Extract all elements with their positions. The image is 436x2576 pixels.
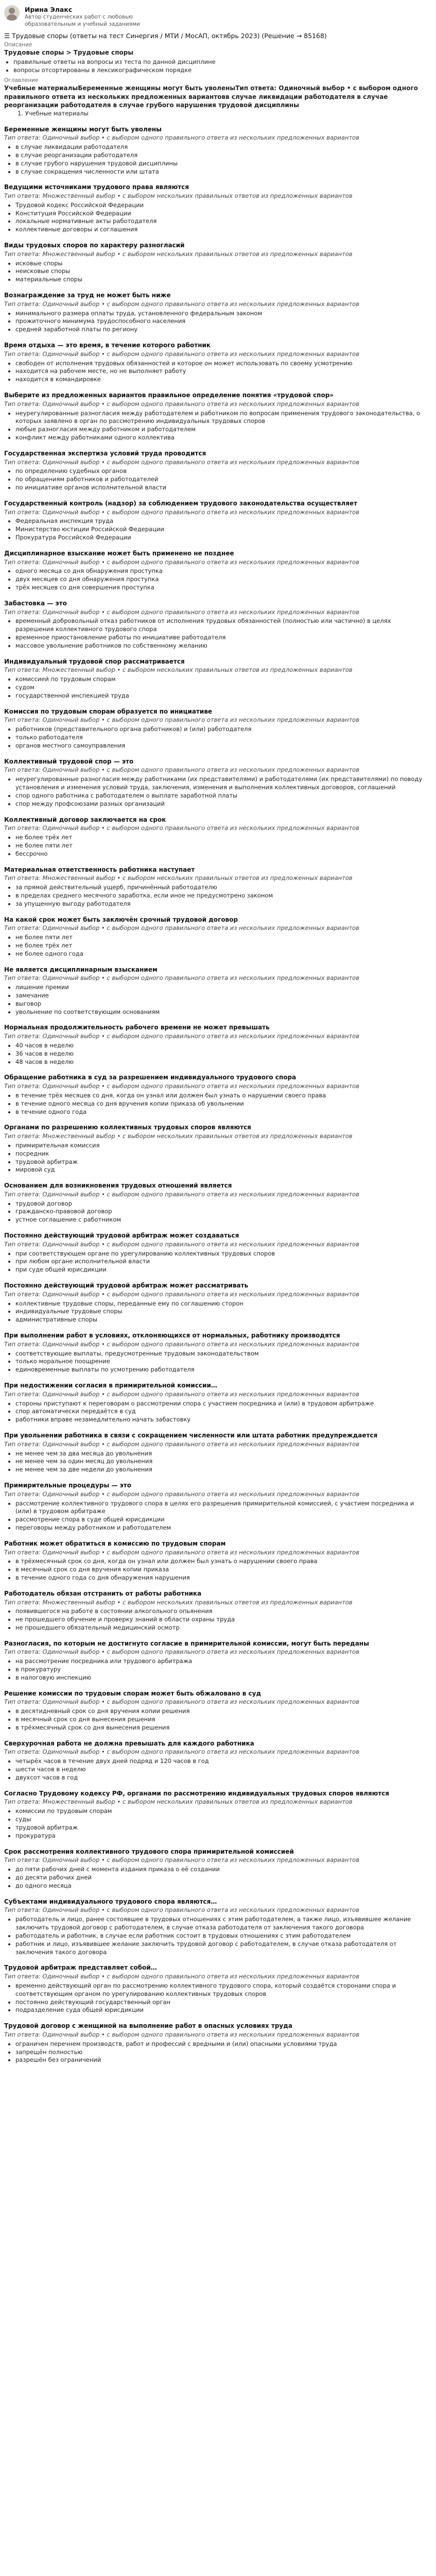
question-title: Индивидуальный трудовой спор рассматривается <box>4 657 185 665</box>
question-block <box>4 1231 430 1274</box>
question-options <box>4 360 430 384</box>
question-options <box>4 567 430 592</box>
question-answer-type: Тип ответа: Одиночный выбор • с выбором одного правильного ответа из нескольких предложенных вариантов <box>4 1906 359 1914</box>
question-title: Материальная ответственность работника наступает <box>4 866 195 873</box>
question-options <box>4 675 430 700</box>
question-answer-type: Тип ответа: Одиночный выбор • с выбором одного правильного ответа из нескольких предложенных вариантов <box>4 300 359 308</box>
answer-option: • при суде общей юрисдикции <box>15 1266 430 1274</box>
answer-option: • двух месяцев со дня обнаружения проступка <box>15 575 430 584</box>
question-options <box>4 1557 430 1582</box>
question-title: Решение комиссии по трудовым спорам может быть обжаловано в суд <box>4 1689 261 1697</box>
answer-option: • в случае реорганизации работодателя <box>15 151 430 160</box>
question-answer-type: Тип ответа: Одиночный выбор • с выбором одного правильного ответа из нескольких предложенных вариантов <box>4 924 359 932</box>
question-block <box>4 1431 430 1474</box>
answer-option: • массовое увольнение работников по собственному желанию <box>15 642 430 650</box>
answer-option: • двухсот часов в год <box>15 1774 430 1782</box>
question-answer-type: Тип ответа: Одиночный выбор • с выбором одного правильного ответа из нескольких предложенных вариантов <box>4 766 359 774</box>
answer-option: • только работодателя <box>15 734 430 742</box>
answer-option: • бессрочно <box>15 850 430 858</box>
question-title: Комиссия по трудовым спорам образуется по инициативе <box>4 707 213 715</box>
question-answer-type: Тип ответа: Одиночный выбор • с выбором одного правильного ответа из нескольких предложенных вариантов <box>4 1240 359 1248</box>
question-title: Согласно Трудовому кодексу РФ, органами по рассмотрению индивидуальных трудовых споров являются <box>4 1789 390 1797</box>
question-answer-type: Тип ответа: Множественный выбор • с выбором нескольких правильных ответов из предложенных вариантов <box>4 874 353 882</box>
answer-option: • в случае сокращения численности или штата <box>15 168 430 176</box>
answer-option: • временный добровольный отказ работников от исполнения трудовых обязанностей (полностью или частично) в целях разрешения коллективного трудового спора <box>15 617 430 634</box>
answer-option: • посредник <box>15 1150 430 1158</box>
question-block <box>4 341 430 384</box>
answer-option: • при соответствующем органе по урегулированию коллективных трудовых споров <box>15 1250 430 1258</box>
answer-option: • 48 часов в неделю <box>15 1058 430 1066</box>
question-answer-type: Тип ответа: Одиночный выбор • с выбором одного правильного ответа из нескольких предложенных вариантов <box>4 1082 359 1090</box>
answer-option: • разрешён без ограничений <box>15 2056 430 2064</box>
answer-option: • только моральное поощрение <box>15 1358 430 1366</box>
question-options <box>4 617 430 650</box>
question-block <box>4 1848 430 1890</box>
question-title: Обращение работника в суд за разрешением индивидуального трудового спора <box>4 1074 297 1081</box>
question-title: Постоянно действующий трудовой арбитраж может создаваться <box>4 1232 239 1240</box>
question-block <box>4 1589 430 1632</box>
question-block <box>4 757 430 808</box>
answer-option: • исковые споры <box>15 260 430 268</box>
question-answer-type: Тип ответа: Одиночный выбор • с выбором одного правильного ответа из нескольких предложенных вариантов <box>4 974 359 982</box>
question-options <box>4 1500 430 1532</box>
question-answer-type: Тип ответа: Множественный выбор • с выбором нескольких правильных ответов из предложенных вариантов <box>4 1132 353 1140</box>
description-label: Описание <box>4 41 32 48</box>
answer-option: • в течение трёх месяцев со дня, когда он узнал или должен был узнать о нарушении своего права <box>15 1092 430 1100</box>
answer-option: • в налоговую инспекцию <box>15 1674 430 1682</box>
question-block <box>4 866 430 908</box>
answer-option: • не прошедшего обучение и проверку знаний в области охраны труда <box>15 1616 430 1624</box>
author-description: Автор студенческих работ с любовью образовательным и учебный заданиями <box>25 14 140 27</box>
question-title: Примирительные процедуры — это <box>4 1482 131 1489</box>
question-answer-type: Тип ответа: Одиночный выбор • с выбором одного правильного ответа из нескольких предложенных вариантов <box>4 608 359 616</box>
answer-option: • локальные нормативные акты работодателя <box>15 217 430 226</box>
question-block <box>4 916 430 958</box>
question-block <box>4 241 430 284</box>
answer-option: • не более трёх лет <box>15 942 430 950</box>
question-block <box>4 1963 430 2014</box>
answer-option: • замечание <box>15 992 430 1000</box>
answer-option: • гражданско-правовой договор <box>15 1208 430 1216</box>
author-info <box>25 5 159 28</box>
question-options <box>4 1092 430 1116</box>
answer-option: • работники вправе незамедлительно начать забастовку <box>15 1416 430 1424</box>
answer-option: • спор одного работника с работодателем о выплате заработной платы <box>15 792 430 800</box>
answer-option: • подразделение суда общей юрисдикции <box>15 2006 430 2014</box>
question-block <box>4 1073 430 1116</box>
answer-option: • на рассмотрение посредника или трудового арбитража <box>15 1657 430 1666</box>
answer-option: • прокуратура <box>15 1832 430 1840</box>
answer-option: • переговоры между работником и работодателем <box>15 1524 430 1532</box>
answer-option: • временно действующий орган по рассмотрению коллективного трудового спора, который создаётся сторонами спора и соответствующим органом по урегулированию коллективных трудовых споров <box>15 1982 430 1998</box>
question-block <box>4 1331 430 1374</box>
author-avatar[interactable] <box>4 5 20 21</box>
answer-option: • 36 часов в неделю <box>15 1050 430 1058</box>
question-options <box>4 1350 430 1375</box>
question-block <box>4 1123 430 1174</box>
answer-option: • не менее чем за две недели до увольнения <box>15 1466 430 1474</box>
question-block <box>4 2022 430 2064</box>
question-answer-type: Тип ответа: Одиночный выбор • с выбором одного правильного ответа из нескольких предложенных вариантов <box>4 1548 359 1556</box>
question-block <box>4 816 430 858</box>
answer-option: • за прямой действительный ущерб, причинённый работодателю <box>15 884 430 892</box>
question-answer-type: Тип ответа: Одиночный выбор • с выбором одного правильного ответа из нескольких предложенных вариантов <box>4 1340 359 1348</box>
answer-option: • не прошедшего обязательный медицинский осмотр <box>15 1624 430 1632</box>
answer-option: • до одного месяца <box>15 1882 430 1890</box>
question-options <box>4 984 430 1016</box>
question-options <box>4 310 430 334</box>
answer-option: • Федеральная инспекция труда <box>15 517 430 526</box>
question-block <box>4 1897 430 1957</box>
answer-option: • в случае ликвидации работодателя <box>15 143 430 151</box>
answer-option: • минимального размера оплаты труда, установленного федеральным законом <box>15 310 430 318</box>
answer-option: • в течение одного года со дня обнаружения нарушения <box>15 1574 430 1582</box>
question-answer-type: Тип ответа: Одиночный выбор • с выбором одного правильного ответа из нескольких предложенных вариантов <box>4 1032 359 1040</box>
answer-option: • лишение премии <box>15 984 430 992</box>
author-block <box>4 5 430 28</box>
question-title: Субъектами индивидуального трудового спора являются… <box>4 1897 217 1905</box>
description-item: • правильные ответы на вопросы из теста по данной дисциплине <box>13 58 430 66</box>
answer-option: • рассмотрение спора в суде общей юрисдикции <box>15 1516 430 1524</box>
question-answer-type: Тип ответа: Одиночный выбор • с выбором одного правильного ответа из нескольких предложенных вариантов <box>4 716 359 724</box>
answer-option: • не более пяти лет <box>15 842 430 850</box>
answer-option: • четырёх часов в течение двух дней подряд и 120 часов в год <box>15 1757 430 1766</box>
answer-option: • конфликт между работниками одного коллектива <box>15 434 430 442</box>
question-block <box>4 1739 430 1782</box>
question-block <box>4 1639 430 1682</box>
question-block <box>4 1789 430 1840</box>
answer-option: • устное соглашение с работником <box>15 1216 430 1224</box>
question-title: При выполнении работ в условиях, отклоняющихся от нормальных, работнику производятся <box>4 1332 340 1340</box>
question-block <box>4 707 430 750</box>
question-block <box>4 183 430 234</box>
answer-option: • государственной инспекцией труда <box>15 692 430 700</box>
question-answer-type: Тип ответа: Одиночный выбор • с выбором одного правильного ответа из нескольких предложенных вариантов <box>4 1748 359 1756</box>
question-options <box>4 1707 430 1732</box>
question-block <box>4 499 430 542</box>
question-options <box>4 1982 430 2014</box>
question-options <box>4 1607 430 1632</box>
answer-option: • Прокуратура Российской Федерации <box>15 534 430 542</box>
question-options <box>4 1300 430 1325</box>
question-answer-type: Тип ответа: Множественный выбор • с выбором нескольких правильных ответов из предложенных вариантов <box>4 192 353 199</box>
answer-option: • спор между профсоюзами разных организаций <box>15 800 430 808</box>
question-options <box>4 260 430 284</box>
answer-option: • до пяти рабочих дней с момента издания приказа о её создании <box>15 1866 430 1874</box>
answer-option: • неурегулированные разногласия между работодателем и работником по вопросам применения трудового законодательства, о которых заявлено в орган по рассмотрению индивидуальных трудовых споров <box>15 410 430 426</box>
answer-option: • неисковые споры <box>15 267 430 276</box>
answer-option: • работников (представительного органа работников) и (или) работодателя <box>15 725 430 734</box>
answer-option: • появившегося на работе в состоянии алкогольного опьянения <box>15 1607 430 1616</box>
questions-list <box>4 125 430 2065</box>
question-block <box>4 1481 430 1532</box>
question-title: Разногласия, по которым не достигнуто согласие в примирительной комиссии, могут быть переданы <box>4 1639 369 1647</box>
answer-option: • запрещён полностью <box>15 2048 430 2057</box>
question-options <box>4 834 430 858</box>
question-title: Не является дисциплинарным взысканием <box>4 965 158 973</box>
question-title: Ведущими источниками трудового права являются <box>4 183 189 191</box>
answer-option: • материальные споры <box>15 276 430 284</box>
answer-option: • Министерство юстиции Российской Федерации <box>15 526 430 534</box>
answer-option: • находится на рабочем месте, но не выполняет работу <box>15 367 430 376</box>
answer-option: • мировой суд <box>15 1166 430 1174</box>
answer-option: • трудовой арбитраж <box>15 1158 430 1166</box>
answer-option: • единовременные выплаты по усмотрению работодателя <box>15 1366 430 1374</box>
question-title: Забастовка — это <box>4 599 67 607</box>
answer-option: • по определению судебных органов <box>15 467 430 476</box>
answer-option: • трудовой арбитраж <box>15 1824 430 1832</box>
answer-option: • временное приостановление работы по инициативе работодателя <box>15 634 430 642</box>
answer-option: • стороны приступают к переговорам о рассмотрении спора с участием посредника и (или) в трудовом арбитраже <box>15 1400 430 1408</box>
answer-option: • работодатель и работник, в случае если работник состоит в трудовых отношениях с этим работодателем <box>15 1932 430 1940</box>
author-name[interactable]: Ирина Элакс <box>25 6 73 13</box>
question-answer-type: Тип ответа: Одиночный выбор • с выбором одного правильного ответа из нескольких предложенных вариантов <box>4 1290 359 1298</box>
question-options <box>4 775 430 808</box>
question-options <box>4 143 430 176</box>
answer-option: • соответствующие выплаты, предусмотренные трудовым законодательством <box>15 1350 430 1358</box>
question-answer-type: Тип ответа: Одиночный выбор • с выбором одного правильного ответа из нескольких предложенных вариантов <box>4 1390 359 1398</box>
question-title: Государственный контроль (надзор) за соблюдением трудового законодательства осуществляет <box>4 499 358 507</box>
question-answer-type: Тип ответа: Одиночный выбор • с выбором одного правильного ответа из нескольких предложенных вариантов <box>4 400 359 408</box>
question-title: Работодатель обязан отстранить от работы работника <box>4 1589 202 1597</box>
question-block <box>4 291 430 334</box>
answer-option: • в случае грубого нарушения трудовой дисциплины <box>15 160 430 168</box>
answer-option: • постоянно действующий государственный орган <box>15 1998 430 2007</box>
question-options <box>4 1250 430 1275</box>
question-answer-type: Тип ответа: Одиночный выбор • с выбором одного правильного ответа из нескольких предложенных вариантов <box>4 350 359 358</box>
toc-item[interactable]: 1. Учебные материалы <box>18 109 89 117</box>
answer-option: • работодатель и лицо, ранее состоявшее в трудовых отношениях с этим работодателем, а также лицо, изъявившее желание заключить трудовой договор с работодателем, в случае отказа работодателя от заключения такого договора <box>15 1916 430 1932</box>
answer-option: • в трёхмесячный срок со дня вынесения решения <box>15 1724 430 1732</box>
question-title: Срок рассмотрения коллективного трудового спора примирительной комиссией <box>4 1848 294 1855</box>
answer-option: • Трудовой кодекс Российской Федерации <box>15 201 430 210</box>
answer-option: • органов местного самоуправления <box>15 742 430 750</box>
toc-list <box>4 110 430 118</box>
question-answer-type: Тип ответа: Одиночный выбор • с выбором одного правильного ответа из нескольких предложенных вариантов <box>4 2030 359 2038</box>
question-block <box>4 1281 430 1324</box>
question-title: Вознаграждение за труд не может быть ниже <box>4 292 171 299</box>
answer-option: • за упущенную выгоду работодателя <box>15 900 430 908</box>
answer-option: • судом <box>15 684 430 692</box>
question-title: При увольнении работника в связи с сокращением численности или штата работник предупреждается <box>4 1432 378 1439</box>
description-item: • вопросы отсортированы в лексикографическом порядке <box>13 66 430 75</box>
question-title: Время отдыха — это время, в течение которого работник <box>4 342 211 349</box>
question-block <box>4 1539 430 1582</box>
question-block <box>4 1689 430 1732</box>
answer-option: • ограничен перечнем производств, работ и профессий с вредными и (или) опасными условиями труда <box>15 2040 430 2048</box>
answer-option: • прожиточного минимума трудоспособного населения <box>15 317 430 326</box>
answer-option: • не более трёх лет <box>15 834 430 842</box>
question-title: Нормальная продолжительность рабочего времени не может превышать <box>4 1024 270 1031</box>
question-answer-type: Тип ответа: Одиночный выбор • с выбором одного правильного ответа из нескольких предложенных вариантов <box>4 508 359 516</box>
answer-option: • в пределах среднего месячного заработка, если иное не предусмотрено законом <box>15 892 430 900</box>
question-answer-type: Тип ответа: Множественный выбор • с выбором нескольких правильных ответов из предложенных вариантов <box>4 1798 353 1806</box>
question-options <box>4 1657 430 1682</box>
answer-option: • в десятидневный срок со дня вручения копии решения <box>15 1707 430 1716</box>
description-title: Трудовые споры > Трудовые споры <box>4 49 134 57</box>
question-block <box>4 549 430 592</box>
question-options <box>4 1042 430 1066</box>
answer-option: • не менее чем за два месяца до увольнения <box>15 1450 430 1458</box>
answer-option: • спор автоматически передаётся в суд <box>15 1408 430 1416</box>
question-answer-type: Тип ответа: Множественный выбор • с выбором нескольких правильных ответов из предложенных вариантов <box>4 666 353 674</box>
question-options <box>4 884 430 908</box>
question-block <box>4 391 430 442</box>
answer-option: • коллективные договоры и соглашения <box>15 226 430 234</box>
question-answer-type: Тип ответа: Одиночный выбор • с выбором одного правильного ответа из нескольких предложенных вариантов <box>4 1698 359 1706</box>
question-options <box>4 467 430 492</box>
toc-heading: Учебные материалыБеременные женщины могут быть уволеныТип ответа: Одиночный выбор • с выбором одного правильного ответа из нескольких предложенных вариантовв случае ликвидации работодателя в случае реорганизации работодателя в случае грубого нарушения трудовой дисциплины <box>4 84 418 109</box>
answer-option: • работник и лицо, изъявившее желание заключить трудовой договор с работодателем, в случае отказа работодателя от заключения такого договора <box>15 1940 430 1957</box>
answer-option: • неурегулированные разногласия между работниками (их представителями) и работодателями (их представителями) по поводу установления и изменения условий труда, заключения, изменения и выполнения коллективных договоров, соглашений <box>15 775 430 792</box>
answer-option: • рассмотрение коллективного трудового спора в целях его разрешения примирительной комиссией, с участием посредника и (или) в трудовом арбитраже <box>15 1500 430 1516</box>
answer-option: • средней заработной платы по региону <box>15 326 430 334</box>
question-answer-type: Тип ответа: Одиночный выбор • с выбором одного правильного ответа из нескольких предложенных вариантов <box>4 558 359 566</box>
answer-option: • суды <box>15 1816 430 1824</box>
question-answer-type: Тип ответа: Одиночный выбор • с выбором одного правильного ответа из нескольких предложенных вариантов <box>4 458 359 466</box>
question-title: Выберите из предложенных вариантов правильное определение понятия «трудовой спор» <box>4 392 334 399</box>
answer-option: • в течение одного месяца со дня вручения копии приказа об увольнении <box>15 1100 430 1108</box>
question-title: При недостижении согласия в примирительной комиссии… <box>4 1382 217 1389</box>
question-answer-type: Тип ответа: Множественный выбор • с выбором нескольких правильных ответов из предложенных вариантов <box>4 250 353 258</box>
question-options <box>4 410 430 442</box>
answer-option: • находится в командировке <box>15 376 430 384</box>
answer-option: • Конституция Российской Федерации <box>15 210 430 218</box>
answer-option: • коллективные трудовые споры, переданные ему по соглашению сторон <box>15 1300 430 1308</box>
question-block <box>4 1181 430 1224</box>
question-answer-type: Тип ответа: Одиночный выбор • с выбором одного правильного ответа из нескольких предложенных вариантов <box>4 824 359 832</box>
question-title: Постоянно действующий трудовой арбитраж может рассматривать <box>4 1282 249 1290</box>
question-title: Основанием для возникновения трудовых отношений является <box>4 1182 232 1190</box>
question-options <box>4 1450 430 1475</box>
question-title: Коллективный трудовой спор — это <box>4 757 134 765</box>
question-title: Трудовой арбитраж представляет собой… <box>4 1964 157 1972</box>
answer-option: • в прокуратуру <box>15 1666 430 1674</box>
question-answer-type: Тип ответа: Одиночный выбор • с выбором одного правильного ответа из нескольких предложенных вариантов <box>4 1648 359 1656</box>
question-options <box>4 1866 430 1890</box>
answer-option: • не менее чем за один месяц до увольнения <box>15 1458 430 1466</box>
answer-option: • не более пяти лет <box>15 934 430 942</box>
answer-option: • в месячный срок со дня вручения копии приказа <box>15 1566 430 1574</box>
question-options <box>4 2040 430 2065</box>
description-list <box>4 58 430 75</box>
question-title: Беременные женщины могут быть уволены <box>4 125 162 133</box>
answer-option: • комиссией по трудовым спорам <box>15 675 430 684</box>
answer-option: • любые разногласия между работником и работодателем <box>15 426 430 434</box>
question-title: Коллективный договор заключается на срок <box>4 816 166 823</box>
answer-option: • в течение одного года <box>15 1108 430 1116</box>
question-options <box>4 1400 430 1425</box>
question-title: Виды трудовых споров по характеру разногласий <box>4 242 185 249</box>
question-title: Трудовой договор с женщиной на выполнение работ в опасных условиях труда <box>4 2022 293 2030</box>
question-block <box>4 449 430 492</box>
document-title: ☰ Трудовые споры (ответы на тест Синергия / МТИ / МосАП, октябрь 2023) (Решение → 85168) <box>4 31 327 40</box>
question-options <box>4 1142 430 1174</box>
answer-option: • выговор <box>15 1000 430 1008</box>
answer-option: • трудовой договор <box>15 1200 430 1208</box>
question-block <box>4 1023 430 1066</box>
question-title: На какой срок может быть заключён срочный трудовой договор <box>4 916 238 923</box>
question-options <box>4 517 430 542</box>
question-options <box>4 1916 430 1956</box>
answer-option: • по обращениям работников и работодателей <box>15 476 430 484</box>
question-block <box>4 657 430 700</box>
answer-option: • не более одного года <box>15 950 430 958</box>
question-answer-type: Тип ответа: Одиночный выбор • с выбором одного правильного ответа из нескольких предложенных вариантов <box>4 134 359 142</box>
question-options <box>4 1757 430 1782</box>
answer-option: • индивидуальные трудовые споры <box>15 1308 430 1316</box>
question-block <box>4 965 430 1016</box>
question-options <box>4 201 430 234</box>
answer-option: • комиссии по трудовым спорам <box>15 1807 430 1816</box>
answer-option: • шести часов в неделю <box>15 1766 430 1774</box>
question-answer-type: Тип ответа: Одиночный выбор • с выбором одного правильного ответа из нескольких предложенных вариантов <box>4 1972 359 1980</box>
answer-option: • при любом органе исполнительной власти <box>15 1258 430 1266</box>
question-block <box>4 599 430 650</box>
toc-label: Оглавление <box>4 77 39 83</box>
question-title: Дисциплинарное взыскание может быть применено не позднее <box>4 549 234 557</box>
question-title: Работник может обратиться в комиссию по трудовым спорам <box>4 1539 226 1547</box>
question-answer-type: Тип ответа: Множественный выбор • с выбором нескольких правильных ответов из предложенных вариантов <box>4 1598 353 1606</box>
question-block <box>4 1381 430 1424</box>
question-title: Органами по разрешению коллективных трудовых споров являются <box>4 1124 251 1131</box>
answer-option: • увольнение по соответствующим основаниям <box>15 1008 430 1016</box>
question-answer-type: Тип ответа: Одиночный выбор • с выбором одного правильного ответа из нескольких предложенных вариантов <box>4 1190 359 1198</box>
question-answer-type: Тип ответа: Одиночный выбор • с выбором одного правильного ответа из нескольких предложенных вариантов <box>4 1490 359 1498</box>
answer-option: • трёх месяцев со дня совершения проступка <box>15 584 430 592</box>
question-block <box>4 125 430 176</box>
question-options <box>4 1807 430 1840</box>
answer-option: • 40 часов в неделю <box>15 1042 430 1050</box>
answer-option: • свободен от исполнения трудовых обязанностей и которое он может использовать по своему усмотрению <box>15 360 430 368</box>
question-title: Государственная экспертиза условий труда проводится <box>4 450 206 457</box>
question-options <box>4 1200 430 1225</box>
question-title: Сверхурочная работа не должна превышать для каждого работника <box>4 1739 254 1747</box>
question-answer-type: Тип ответа: Одиночный выбор • с выбором одного правильного ответа из нескольких предложенных вариантов <box>4 1440 359 1448</box>
question-answer-type: Тип ответа: Одиночный выбор • с выбором одного правильного ответа из нескольких предложенных вариантов <box>4 1856 359 1864</box>
answer-option: • одного месяца со дня обнаружения проступка <box>15 567 430 575</box>
answer-option: • до десяти рабочих дней <box>15 1874 430 1882</box>
answer-option: • в месячный срок со дня вынесения решения <box>15 1716 430 1724</box>
answer-option: • примирительная комиссия <box>15 1142 430 1150</box>
answer-option: • в трёхмесячный срок со дня, когда он узнал или должен был узнать о нарушении своего права <box>15 1557 430 1566</box>
answer-option: • административные споры <box>15 1316 430 1324</box>
answer-option: • по инициативе органов исполнительной власти <box>15 484 430 492</box>
question-options <box>4 934 430 958</box>
question-options <box>4 725 430 750</box>
